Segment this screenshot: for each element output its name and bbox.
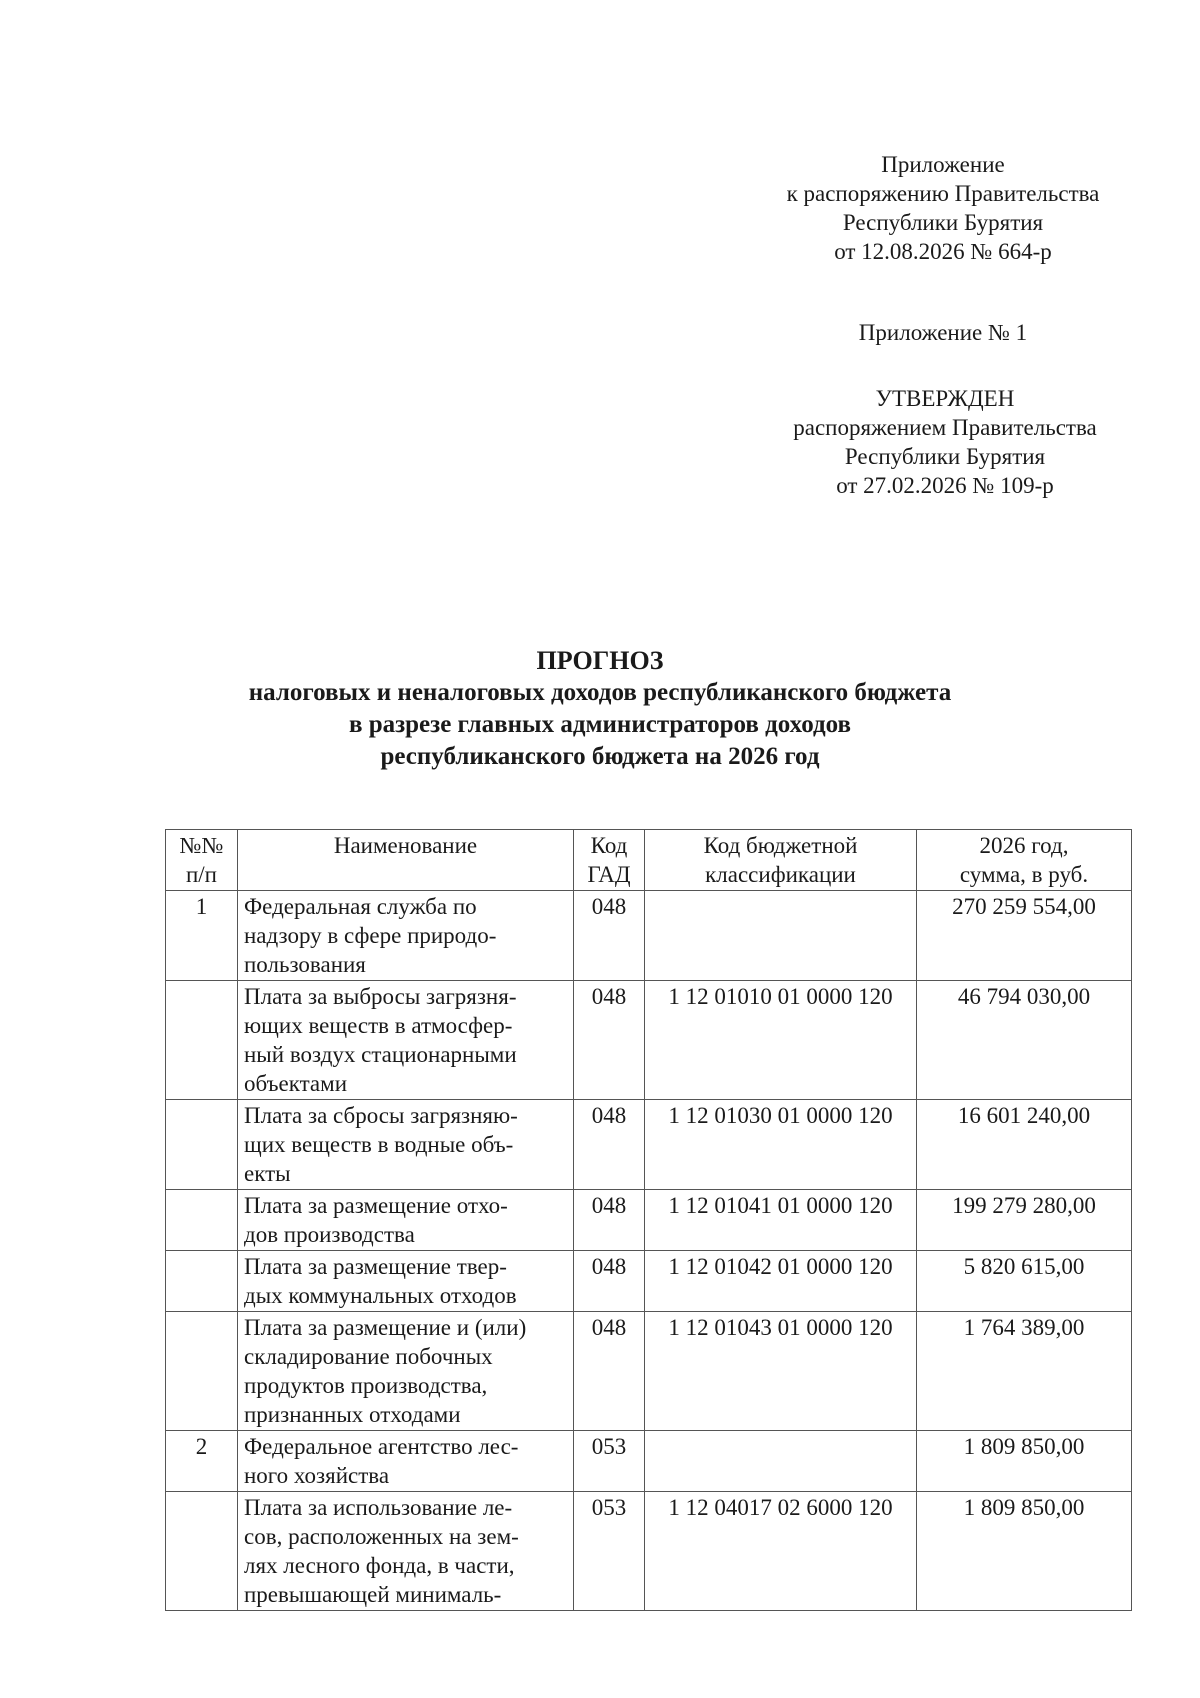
row-name bbox=[238, 981, 574, 1100]
header-gad-code: Код ГАД bbox=[574, 830, 645, 891]
row-name-line: ного хозяйства bbox=[244, 1463, 390, 1488]
row-number: 2 bbox=[166, 1431, 238, 1492]
row-name bbox=[238, 1100, 574, 1190]
row-name-line: щих веществ в водные объ- bbox=[244, 1132, 514, 1157]
table-row bbox=[166, 1251, 1132, 1312]
row-name-line: пользования bbox=[244, 952, 366, 977]
row-sum: 46 794 030,00 bbox=[917, 981, 1132, 1100]
row-number bbox=[166, 1312, 238, 1431]
row-number: 1 bbox=[166, 891, 238, 981]
order-date-number: от 12.08.2026 № 664-р bbox=[834, 239, 1052, 264]
row-gad-code: 048 bbox=[574, 1312, 645, 1431]
title-line: налоговых и неналоговых доходов республиканского бюджета bbox=[248, 679, 952, 706]
revenue-forecast-table bbox=[165, 829, 1132, 1611]
row-gad-code: 053 bbox=[574, 1431, 645, 1492]
document-title bbox=[100, 645, 1100, 773]
row-sum: 16 601 240,00 bbox=[917, 1100, 1132, 1190]
title-main: ПРОГНОЗ bbox=[536, 646, 664, 675]
row-budget-code: 1 12 01042 01 0000 120 bbox=[645, 1251, 917, 1312]
row-name-line: признанных отходами bbox=[244, 1402, 461, 1427]
row-number bbox=[166, 1251, 238, 1312]
row-name bbox=[238, 891, 574, 981]
republic-name: Республики Бурятия bbox=[844, 444, 1046, 469]
header-name: Наименование bbox=[238, 830, 574, 891]
row-sum: 1 764 389,00 bbox=[917, 1312, 1132, 1431]
row-number bbox=[166, 1492, 238, 1611]
row-name-line: Плата за размещение отхо- bbox=[244, 1193, 508, 1218]
row-budget-code bbox=[645, 891, 917, 981]
row-budget-code bbox=[645, 1431, 917, 1492]
approved-label: УТВЕРЖДЕН bbox=[875, 386, 1015, 411]
table-row bbox=[166, 891, 1132, 981]
appendix-number: Приложение № 1 bbox=[858, 320, 1028, 345]
row-name-line: ный воздух стационарными bbox=[244, 1042, 517, 1067]
row-name-line: дов производства bbox=[244, 1222, 415, 1247]
row-sum: 5 820 615,00 bbox=[917, 1251, 1132, 1312]
appendix-number-stamp bbox=[743, 318, 1143, 347]
header-number: №№ п/п bbox=[166, 830, 238, 891]
row-name-line: Плата за размещение и (или) bbox=[244, 1315, 527, 1340]
row-gad-code: 048 bbox=[574, 891, 645, 981]
title-line: в разрезе главных администраторов доходов bbox=[348, 711, 852, 738]
row-name-line: дых коммунальных отходов bbox=[244, 1283, 517, 1308]
republic-name: Республики Бурятия bbox=[842, 210, 1044, 235]
row-name bbox=[238, 1190, 574, 1251]
table-row bbox=[166, 981, 1132, 1100]
row-name-line: объектами bbox=[244, 1071, 348, 1096]
row-name bbox=[238, 1312, 574, 1431]
row-budget-code: 1 12 04017 02 6000 120 bbox=[645, 1492, 917, 1611]
row-sum: 199 279 280,00 bbox=[917, 1190, 1132, 1251]
row-name-line: Федеральная служба по bbox=[244, 894, 477, 919]
row-name bbox=[238, 1251, 574, 1312]
row-budget-code: 1 12 01010 01 0000 120 bbox=[645, 981, 917, 1100]
approval-appendix-stamp bbox=[743, 150, 1143, 266]
row-sum: 1 809 850,00 bbox=[917, 1492, 1132, 1611]
header-budget-code: Код бюджетной классификации bbox=[645, 830, 917, 891]
row-name-line: Плата за выбросы загрязня- bbox=[244, 984, 517, 1009]
table-row bbox=[166, 1492, 1132, 1611]
title-line: республиканского бюджета на 2026 год bbox=[380, 743, 820, 770]
approved-by: распоряжением Правительства bbox=[793, 415, 1097, 440]
table-body bbox=[166, 891, 1132, 1611]
row-gad-code: 048 bbox=[574, 1190, 645, 1251]
table-row bbox=[166, 1100, 1132, 1190]
table-row bbox=[166, 1431, 1132, 1492]
table-row bbox=[166, 1190, 1132, 1251]
row-budget-code: 1 12 01043 01 0000 120 bbox=[645, 1312, 917, 1431]
row-gad-code: 048 bbox=[574, 1100, 645, 1190]
row-name-line: продуктов производства, bbox=[244, 1373, 488, 1398]
row-name-line: лях лесного фонда, в части, bbox=[244, 1553, 515, 1578]
row-sum: 1 809 850,00 bbox=[917, 1431, 1132, 1492]
row-name-line: Плата за размещение твер- bbox=[244, 1254, 507, 1279]
approved-stamp bbox=[745, 384, 1145, 500]
row-name-line: Федеральное агентство лес- bbox=[244, 1434, 519, 1459]
row-name-line: Плата за использование ле- bbox=[244, 1495, 513, 1520]
row-gad-code: 048 bbox=[574, 1251, 645, 1312]
row-name bbox=[238, 1431, 574, 1492]
order-reference: к распоряжению Правительства bbox=[786, 181, 1100, 206]
row-name-line: Плата за сбросы загрязняю- bbox=[244, 1103, 518, 1128]
row-number bbox=[166, 1190, 238, 1251]
approved-date-number: от 27.02.2026 № 109-р bbox=[836, 473, 1054, 498]
row-name-line: складирование побочных bbox=[244, 1344, 493, 1369]
table-header-row bbox=[166, 830, 1132, 891]
row-number bbox=[166, 1100, 238, 1190]
row-sum: 270 259 554,00 bbox=[917, 891, 1132, 981]
row-number bbox=[166, 981, 238, 1100]
row-name-line: екты bbox=[244, 1161, 291, 1186]
row-budget-code: 1 12 01041 01 0000 120 bbox=[645, 1190, 917, 1251]
row-name-line: превышающей минималь- bbox=[244, 1582, 502, 1607]
table-row bbox=[166, 1312, 1132, 1431]
row-name-line: сов, расположенных на зем- bbox=[244, 1524, 519, 1549]
row-budget-code: 1 12 01030 01 0000 120 bbox=[645, 1100, 917, 1190]
row-gad-code: 048 bbox=[574, 981, 645, 1100]
row-name-line: ющих веществ в атмосфер- bbox=[244, 1013, 513, 1038]
row-name bbox=[238, 1492, 574, 1611]
row-name-line: надзору в сфере природо- bbox=[244, 923, 497, 948]
header-sum: 2026 год, сумма, в руб. bbox=[917, 830, 1132, 891]
appendix-label: Приложение bbox=[881, 152, 1005, 177]
row-gad-code: 053 bbox=[574, 1492, 645, 1611]
